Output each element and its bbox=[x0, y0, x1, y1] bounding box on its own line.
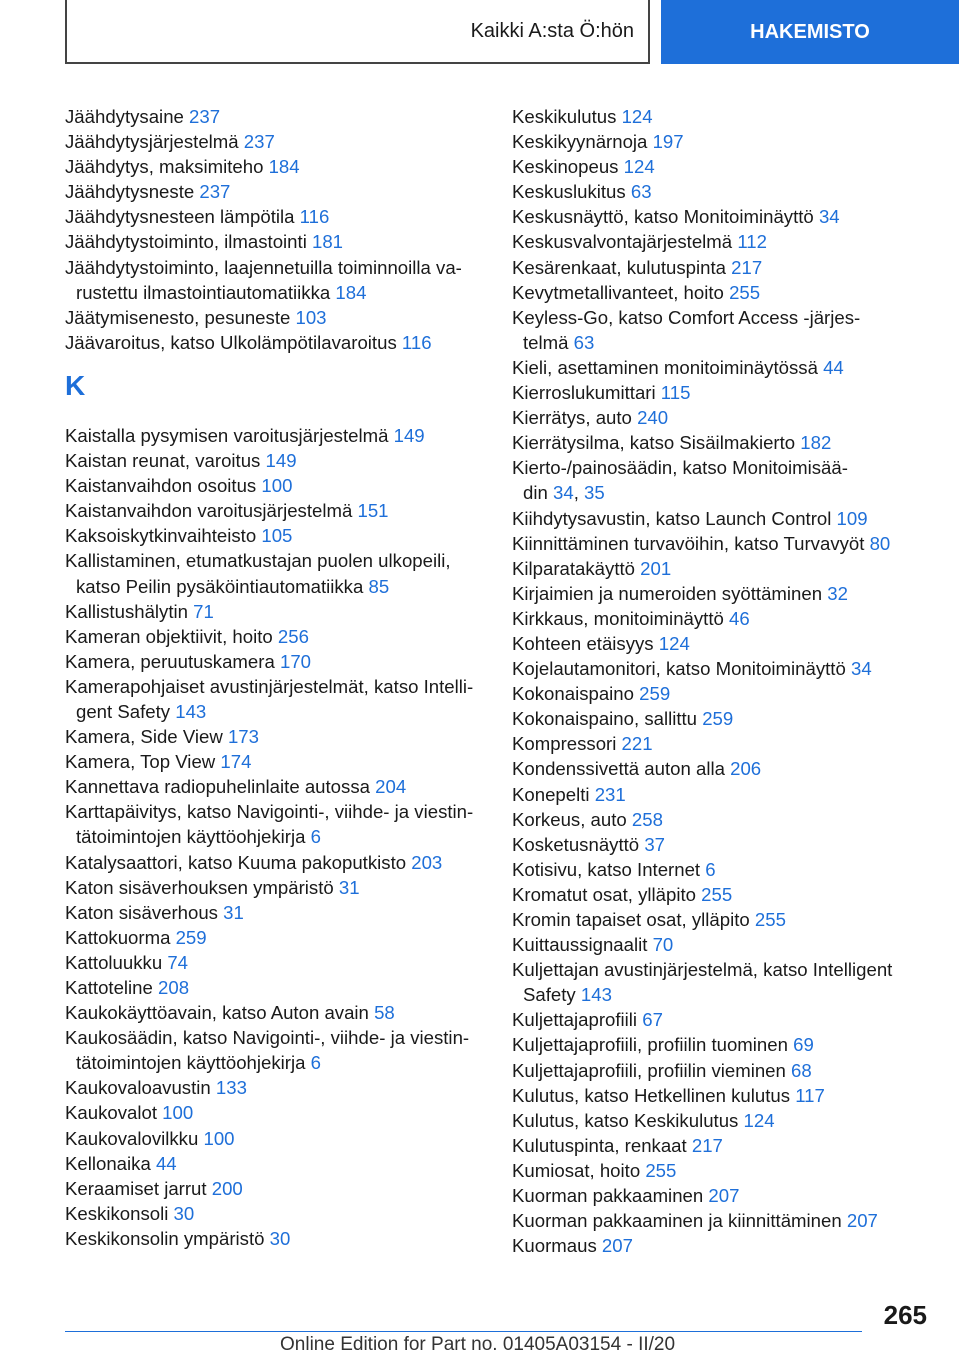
index-entry-text: rustettu ilmastointiautomatiikka bbox=[76, 281, 331, 303]
page-link[interactable]: 37 bbox=[644, 833, 665, 855]
page-link[interactable]: 58 bbox=[374, 1002, 395, 1024]
index-entry-text: Kojelautamonitori, katso Monitoiminäyttö bbox=[512, 658, 846, 680]
index-entry bbox=[512, 1007, 932, 1032]
page-link[interactable]: 237 bbox=[199, 181, 231, 203]
index-entry-text: Kaistanvaihdon osoitus bbox=[65, 475, 257, 497]
index-entry bbox=[512, 305, 932, 355]
index-entry-text: Kulutus, katso Keskikulutus bbox=[512, 1109, 739, 1131]
index-entry bbox=[65, 975, 485, 1000]
index-entry bbox=[65, 624, 485, 649]
index-entry-text: Kevytmetallivanteet, hoito bbox=[512, 281, 724, 303]
index-entry bbox=[65, 749, 485, 774]
index-entry: Kierto-/painosäädin, katso Monitoimisää‐ din 34, 35 bbox=[512, 457, 848, 504]
index-entry bbox=[512, 932, 932, 957]
index-entry bbox=[512, 1058, 932, 1083]
page-link[interactable]: 74 bbox=[167, 951, 189, 973]
index-entry-text: Kierrätysilma, katso Sisäilmakierto bbox=[512, 432, 796, 454]
index-entry bbox=[65, 1000, 485, 1025]
page-link[interactable]: 124 bbox=[623, 156, 655, 178]
index-entry-text: Jäähdytystoiminto, laajennetuilla toiminnoilla va‐ bbox=[65, 256, 462, 278]
index-entry-text: Kromatut osat, ylläpito bbox=[512, 883, 696, 905]
index-entry bbox=[65, 330, 485, 355]
index-entry bbox=[65, 950, 485, 975]
index-entry bbox=[512, 1233, 932, 1258]
index-entry bbox=[512, 104, 932, 129]
page-link[interactable]: 255 bbox=[729, 281, 761, 303]
page-link[interactable]: 6 bbox=[310, 1052, 321, 1074]
page-link[interactable]: 67 bbox=[642, 1009, 663, 1031]
index-entry-text: Kromin tapaiset osat, ylläpito bbox=[512, 909, 750, 930]
page-link[interactable]: 34 bbox=[818, 206, 840, 228]
index-entry-text: Kumiosat, hoito bbox=[512, 1159, 641, 1181]
index-entry bbox=[512, 430, 932, 455]
index-entry bbox=[512, 1032, 932, 1057]
page-link[interactable]: 80 bbox=[869, 532, 891, 554]
index-entry bbox=[65, 229, 485, 254]
index-entry bbox=[512, 1158, 932, 1183]
section-letter: K bbox=[65, 369, 86, 401]
index-column-right bbox=[512, 104, 932, 1258]
index-entry bbox=[65, 1126, 485, 1151]
footer-edition: Online Edition for Part no. 01405A03154 - II/20 bbox=[280, 1334, 676, 1355]
page-link[interactable]: 201 bbox=[640, 557, 672, 579]
index-entry bbox=[65, 799, 485, 849]
page-link[interactable]: 68 bbox=[791, 1059, 812, 1081]
index-entry bbox=[65, 129, 485, 154]
index-entry bbox=[65, 498, 485, 523]
index-entry-text: Jäähdytysnesteen lämpötila bbox=[65, 206, 295, 228]
page-link[interactable]: 44 bbox=[823, 356, 844, 378]
index-entry bbox=[65, 875, 485, 900]
index-entry-text: Kaukovalovilkku bbox=[65, 1127, 199, 1149]
index-entry-text: Kaistanvaihdon varoitusjärjestelmä bbox=[65, 500, 353, 522]
index-entry-text: Kohteen etäisyys bbox=[512, 632, 654, 654]
page-link[interactable]: 115 bbox=[660, 382, 691, 404]
index-entry bbox=[512, 631, 932, 656]
index-entry-text: Jäätymisenesto, pesuneste bbox=[65, 306, 291, 328]
index-entry bbox=[512, 832, 932, 857]
index-entry-text: Keskinopeus bbox=[512, 156, 619, 178]
index-entry bbox=[512, 280, 932, 305]
index-entry bbox=[512, 355, 932, 380]
index-entry-text: Keskikonsoli bbox=[65, 1202, 169, 1224]
page-link[interactable]: 44 bbox=[155, 1152, 177, 1174]
index-entry bbox=[512, 731, 932, 756]
index-entry bbox=[65, 548, 485, 598]
index-entry bbox=[512, 1108, 932, 1133]
page-link[interactable]: 116 bbox=[401, 331, 432, 353]
tab-index[interactable] bbox=[65, 0, 650, 64]
page-link[interactable]: 71 bbox=[193, 600, 214, 622]
index-column-left bbox=[65, 104, 485, 1251]
index-entry bbox=[512, 606, 932, 631]
index-entry bbox=[512, 882, 932, 907]
page-link[interactable]: 117 bbox=[795, 1084, 825, 1106]
page-link[interactable]: 124 bbox=[743, 1109, 775, 1131]
page-link[interactable]: 255 bbox=[701, 883, 733, 905]
index-entry bbox=[65, 724, 485, 749]
index-entry-text: Kaukovalot bbox=[65, 1102, 157, 1124]
index-entry-text: din bbox=[523, 482, 548, 504]
page-link[interactable]: 231 bbox=[594, 783, 626, 805]
index-entry bbox=[512, 556, 932, 581]
index-entry-text: Kattoluukku bbox=[65, 951, 163, 973]
index-entry-text: Kaistan reunat, varoitus bbox=[65, 450, 261, 472]
page-link[interactable]: 207 bbox=[708, 1185, 740, 1207]
page-link[interactable]: 100 bbox=[261, 475, 293, 497]
index-entry-text: Jäähdytystoiminto, ilmastointi bbox=[65, 231, 307, 253]
page-link[interactable]: 143 bbox=[580, 984, 612, 1006]
index-entry bbox=[65, 104, 485, 129]
index-entry-text: Jäähdytys, maksimiteho bbox=[65, 156, 264, 178]
index-entry bbox=[65, 1075, 485, 1100]
page-link[interactable]: 63 bbox=[630, 181, 652, 203]
page-link[interactable]: 259 bbox=[175, 926, 207, 948]
index-entry bbox=[512, 255, 932, 280]
index-entry bbox=[65, 448, 485, 473]
page-link[interactable]: 237 bbox=[189, 106, 221, 127]
index-entry-text: Kokonaispaino, sallittu bbox=[512, 708, 698, 730]
index-entry-text: Jäävaroitus, katso Ulkolämpötilavaroitus bbox=[65, 331, 397, 353]
index-entry bbox=[65, 1100, 485, 1125]
index-entry-text: gent Safety bbox=[76, 700, 171, 722]
index-entry bbox=[512, 782, 932, 807]
index-entry-text: Kuorman pakkaaminen bbox=[512, 1185, 704, 1207]
index-entry-text: Keskikulutus bbox=[512, 106, 617, 127]
index-entry bbox=[512, 506, 932, 531]
index-group-k bbox=[65, 423, 485, 1251]
page-link[interactable]: 133 bbox=[215, 1077, 247, 1099]
index-entry-text: Kulutus, katso Hetkellinen kulutus bbox=[512, 1084, 791, 1106]
index-entry-text: Kotisivu, katso Internet bbox=[512, 858, 701, 880]
index-entry bbox=[512, 756, 932, 781]
index-entry-text: Kellonaika bbox=[65, 1152, 151, 1174]
page-link[interactable]: 6 bbox=[705, 858, 716, 880]
index-entry-text: Keskikonsolin ympäristö bbox=[65, 1227, 265, 1249]
index-entry bbox=[65, 1226, 485, 1251]
index-entry bbox=[512, 204, 932, 229]
index-entry-text: Kuljettajaprofiili, profiilin vieminen bbox=[512, 1059, 786, 1081]
page-link[interactable]: 184 bbox=[268, 156, 300, 178]
index-entry-text: Kaukovaloavustin bbox=[65, 1077, 211, 1099]
page-link[interactable]: 149 bbox=[393, 424, 425, 446]
index-entry bbox=[512, 1208, 932, 1233]
index-entry-text: Kuljettajaprofiili, profiilin tuominen bbox=[512, 1034, 788, 1056]
index-entry-text: Kieli, asettaminen monitoiminäytössä bbox=[512, 356, 818, 378]
page-link[interactable]: 203 bbox=[411, 851, 443, 873]
index-entry-text: Korkeus, auto bbox=[512, 808, 627, 830]
index-entry-text: Katon sisäverhouksen ympäristö bbox=[65, 876, 334, 898]
index-entry bbox=[512, 1083, 932, 1108]
index-entry bbox=[65, 774, 485, 799]
index-entry-text: Kierrätys, auto bbox=[512, 407, 632, 429]
index-entry bbox=[512, 380, 932, 405]
page-link[interactable]: 112 bbox=[737, 231, 767, 253]
index-entry-text: tätoimintojen käyttöohjekirja bbox=[76, 1052, 306, 1074]
page-link[interactable]: 237 bbox=[243, 131, 275, 153]
index-entry-text: Kuorman pakkaaminen ja kiinnittäminen bbox=[512, 1210, 842, 1232]
page-link[interactable]: 32 bbox=[827, 582, 848, 604]
index-entry-text: Kiihdytysavustin, katso Launch Control bbox=[512, 507, 832, 529]
page-link[interactable]: 124 bbox=[621, 106, 653, 127]
index-entry bbox=[65, 255, 485, 305]
page-link[interactable]: 143 bbox=[175, 700, 207, 722]
index-entry-text: Kuljettajaprofiili bbox=[512, 1009, 638, 1031]
index-entry bbox=[65, 1025, 485, 1075]
index-entry-text: Kesärenkaat, kulutuspinta bbox=[512, 256, 726, 278]
page-link[interactable]: 206 bbox=[730, 758, 762, 780]
footer-divider bbox=[65, 1331, 862, 1332]
index-entry-text: Kamera, Side View bbox=[65, 726, 223, 748]
index-entry bbox=[65, 204, 485, 229]
page-link[interactable]: 184 bbox=[335, 281, 367, 303]
page-link[interactable]: 208 bbox=[158, 977, 190, 998]
index-entry bbox=[512, 907, 932, 932]
index-entry bbox=[65, 154, 485, 179]
page-link[interactable]: 69 bbox=[793, 1034, 814, 1056]
index-entry-text: Kaukokäyttöavain, katso Auton avain bbox=[65, 1002, 369, 1024]
index-entry-text: Jäähdytysjärjestelmä bbox=[65, 131, 239, 153]
index-entry-text: Kaukosäädin, katso Navigointi-, viihde- ja viestin‐ bbox=[65, 1027, 470, 1049]
page-link[interactable]: 207 bbox=[846, 1210, 878, 1232]
page-link[interactable]: 103 bbox=[295, 306, 327, 328]
tab-hakemisto-label: HAKEMISTO bbox=[750, 20, 870, 43]
index-group-pre bbox=[65, 104, 485, 355]
index-entry-text: Kallistaminen, etumatkustajan puolen ulkopeili, bbox=[65, 550, 451, 572]
index-entry-text: Kaistalla pysymisen varoitusjärjestelmä bbox=[65, 424, 389, 446]
page-link[interactable]: 35 bbox=[584, 482, 605, 504]
index-entry bbox=[65, 599, 485, 624]
index-entry-text: Kirjaimien ja numeroiden syöttäminen bbox=[512, 582, 823, 604]
index-entry-text: Katon sisäverhous bbox=[65, 901, 218, 923]
index-entry bbox=[512, 531, 932, 556]
index-entry bbox=[65, 900, 485, 925]
index-entry-text: Keraamiset jarrut bbox=[65, 1177, 207, 1199]
index-entry-text: Kattokuorma bbox=[65, 926, 171, 948]
page-link[interactable]: 240 bbox=[637, 407, 669, 429]
page-link[interactable]: 217 bbox=[731, 256, 763, 278]
page-link[interactable]: 200 bbox=[211, 1177, 243, 1199]
page-link[interactable]: 151 bbox=[357, 500, 389, 522]
index-entry-text: Jäähdytysneste bbox=[65, 181, 195, 203]
page-link[interactable]: 173 bbox=[227, 726, 259, 748]
index-entry-text: tätoimintojen käyttöohjekirja bbox=[76, 826, 306, 848]
page-number: 265 bbox=[883, 1300, 927, 1330]
page-link[interactable]: 174 bbox=[220, 751, 252, 773]
index-entry-text: Kamerapohjaiset avustinjärjestelmät, katso Intelli‐ bbox=[65, 675, 474, 697]
index-entry bbox=[65, 1151, 485, 1176]
index-entry bbox=[65, 473, 485, 498]
page-link[interactable]: 256 bbox=[277, 625, 309, 647]
index-entry bbox=[512, 807, 932, 832]
page-link[interactable]: 116 bbox=[299, 206, 330, 228]
index-entry-text: Kulutuspinta, renkaat bbox=[512, 1134, 687, 1156]
index-entry-text: katso Peilin pysäköintiautomatiikka bbox=[76, 575, 364, 597]
page-link[interactable]: 63 bbox=[573, 331, 595, 353]
index-entry-text: Kannettava radiopuhelinlaite autossa bbox=[65, 776, 370, 798]
page-link[interactable]: 255 bbox=[754, 909, 786, 930]
index-entry-text: Kuljettajan avustinjärjestelmä, katso Intelligent bbox=[512, 959, 893, 981]
index-entry bbox=[65, 423, 485, 448]
page-link[interactable]: 149 bbox=[265, 450, 297, 472]
index-entry bbox=[512, 1183, 932, 1208]
index-entry-text: Keyless-Go, katso Comfort Access -järjes‐ bbox=[512, 306, 861, 328]
index-entry-text: Kosketusnäyttö bbox=[512, 833, 640, 855]
page-link[interactable]: 217 bbox=[691, 1134, 723, 1156]
index-entry-text: Safety bbox=[523, 984, 576, 1006]
index-entry bbox=[65, 1176, 485, 1201]
page-link[interactable]: 204 bbox=[375, 776, 407, 798]
index-entry bbox=[65, 649, 485, 674]
page-link[interactable]: 100 bbox=[162, 1102, 194, 1124]
index-group-right bbox=[512, 104, 932, 1258]
index-entry-text: Kirkkaus, monitoiminäyttö bbox=[512, 607, 724, 629]
page-link[interactable]: 70 bbox=[652, 934, 674, 956]
page-link[interactable]: 255 bbox=[645, 1159, 677, 1181]
index-entry bbox=[65, 305, 485, 330]
page-link[interactable]: 259 bbox=[702, 708, 734, 730]
index-entry-text: Kamera, peruutuskamera bbox=[65, 650, 275, 672]
page-link[interactable]: 31 bbox=[223, 901, 244, 923]
index-entry-text: Karttapäivitys, katso Navigointi-, viihde- ja viestin‐ bbox=[65, 801, 474, 823]
page-link[interactable]: 85 bbox=[368, 575, 390, 597]
index-entry bbox=[65, 674, 485, 724]
page-link[interactable]: 30 bbox=[269, 1227, 291, 1249]
index-entry bbox=[512, 229, 932, 254]
index-entry-text: Kameran objektiivit, hoito bbox=[65, 625, 273, 647]
index-entry bbox=[512, 154, 932, 179]
index-entry-text: Kompressori bbox=[512, 733, 617, 755]
index-entry-text: Kattoteline bbox=[65, 977, 153, 998]
index-entry-text: Kilparatakäyttö bbox=[512, 557, 635, 579]
index-entry bbox=[65, 179, 485, 204]
index-entry-text: Kuormaus bbox=[512, 1235, 597, 1257]
page-link[interactable]: 207 bbox=[601, 1235, 633, 1257]
page-link[interactable]: 100 bbox=[203, 1127, 235, 1149]
page-link[interactable]: 258 bbox=[631, 808, 663, 830]
index-entry-text: Konepelti bbox=[512, 783, 590, 805]
index-entry bbox=[512, 706, 932, 731]
index-entry bbox=[65, 850, 485, 875]
page-link[interactable]: 197 bbox=[652, 131, 684, 153]
index-entry-text: Keskusvalvontajärjestelmä bbox=[512, 231, 733, 253]
index-entry-text: Kierroslukumittari bbox=[512, 382, 656, 404]
tab-hakemisto[interactable] bbox=[661, 0, 959, 64]
index-entry bbox=[65, 523, 485, 548]
page-link[interactable]: 30 bbox=[173, 1202, 195, 1224]
page-link[interactable]: 182 bbox=[800, 432, 832, 454]
tab-index-label: Kaikki A:sta Ö:hön bbox=[470, 19, 634, 42]
index-entry bbox=[65, 925, 485, 950]
index-entry-text: telmä bbox=[523, 331, 569, 353]
index-entry bbox=[512, 681, 932, 706]
index-entry-text: Jäähdytysaine bbox=[65, 106, 184, 127]
index-entry bbox=[512, 581, 932, 606]
page-link[interactable]: 34 bbox=[553, 482, 574, 504]
index-entry-text: Kokonaispaino bbox=[512, 683, 634, 705]
index-entry bbox=[512, 656, 932, 681]
index-entry-text: Kamera, Top View bbox=[65, 751, 216, 773]
page-link[interactable]: 221 bbox=[621, 733, 653, 755]
page-link[interactable]: 31 bbox=[338, 876, 360, 898]
index-entry-text: Keskikyynärnoja bbox=[512, 131, 648, 153]
index-entry-text: Kallistushälytin bbox=[65, 600, 188, 622]
index-entry-text: Keskuslukitus bbox=[512, 181, 626, 203]
page-link[interactable]: 170 bbox=[279, 650, 312, 672]
index-entry-text: Kuittaussignaalit bbox=[512, 934, 648, 956]
index-entry-text: Katalysaattori, katso Kuuma pakoputkisto bbox=[65, 851, 407, 873]
index-entry-text: Kondenssivettä auton alla bbox=[512, 758, 725, 780]
index-entry bbox=[512, 857, 932, 882]
page-link[interactable]: 259 bbox=[639, 683, 671, 705]
page-link[interactable]: 105 bbox=[261, 525, 293, 547]
index-entry-text: Kiinnittäminen turvavöihin, katso Turvavyöt bbox=[512, 532, 865, 554]
index-entry bbox=[512, 129, 932, 154]
page-link[interactable]: 124 bbox=[658, 632, 690, 654]
page-link[interactable]: 6 bbox=[310, 826, 321, 848]
index-entry-text: Kierto-/painosäädin, katso Monitoimisää‐ bbox=[512, 457, 848, 479]
page-link[interactable]: 34 bbox=[851, 658, 872, 680]
index-entry bbox=[512, 405, 932, 430]
page-link[interactable]: 109 bbox=[836, 507, 868, 529]
index-entry bbox=[512, 1133, 932, 1158]
page-link[interactable]: 181 bbox=[312, 231, 344, 253]
index-entry bbox=[65, 1201, 485, 1226]
index-entry-text: Kaksoiskytkinvaihteisto bbox=[65, 525, 257, 547]
index-entry bbox=[512, 957, 932, 1007]
index-entry-text: Keskusnäyttö, katso Monitoiminäyttö bbox=[512, 206, 814, 228]
page-link[interactable]: 46 bbox=[729, 607, 750, 629]
index-entry bbox=[512, 179, 932, 204]
